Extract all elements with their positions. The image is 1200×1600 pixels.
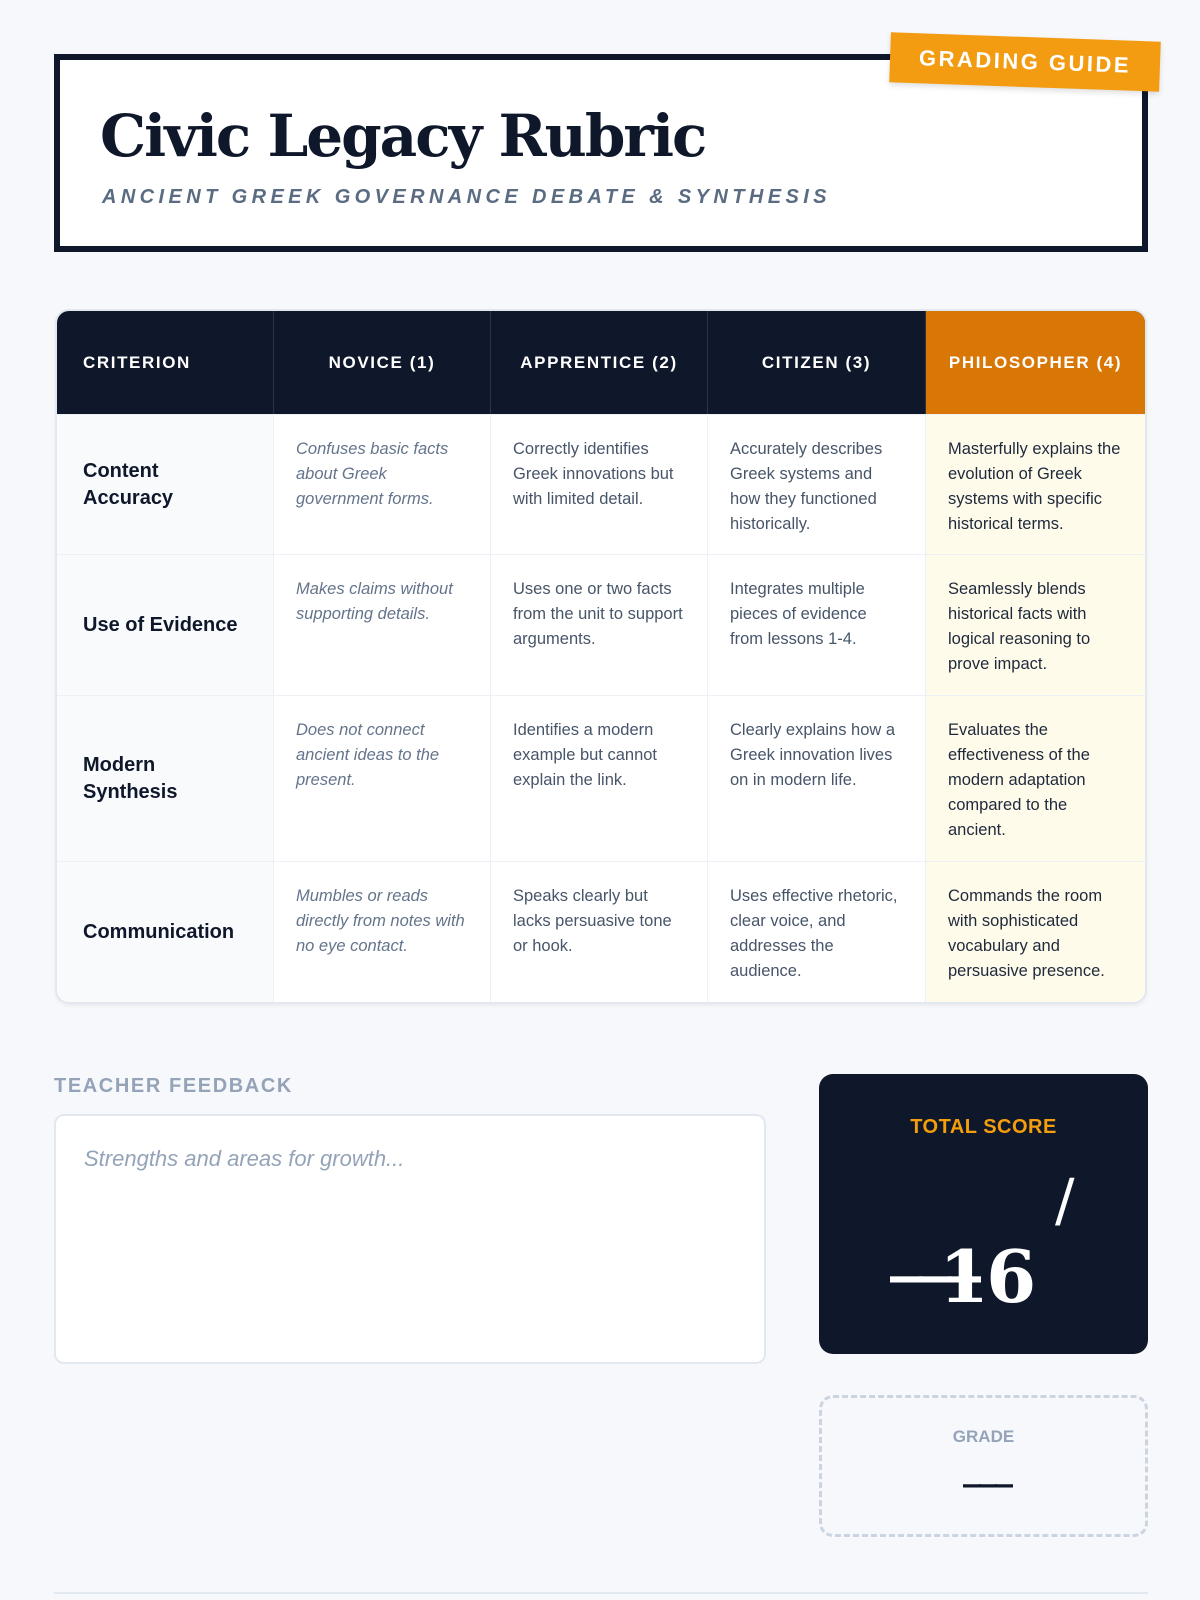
total-score-card — [819, 1074, 1148, 1354]
table-header-row — [57, 311, 1145, 414]
page-title: Civic Legacy Rubric — [100, 102, 706, 170]
philosopher-descriptor: Masterfully explains the evolution of Greek systems with specific historical terms. — [925, 415, 1145, 554]
citizen-descriptor: Uses effective rhetoric, clear voice, and addresses the audience. — [707, 862, 925, 1002]
novice-descriptor: Confuses basic facts about Greek government forms. — [273, 415, 490, 554]
rubric-table — [55, 309, 1147, 1004]
column-header-philosopher: PHILOSOPHER (4) — [925, 311, 1145, 414]
apprentice-descriptor: Correctly identifies Greek innovations but with limited detail. — [490, 415, 707, 554]
novice-descriptor: Does not connect ancient ideas to the present. — [273, 696, 490, 861]
table-row — [57, 414, 1145, 554]
total-score-label: TOTAL SCORE — [910, 1116, 1057, 1138]
criterion-label: Use of Evidence — [57, 555, 273, 695]
table-row — [57, 695, 1145, 861]
novice-descriptor: Makes claims without supporting details. — [273, 555, 490, 695]
score-blank[interactable]: ___ — [890, 1205, 977, 1283]
apprentice-descriptor: Identifies a modern example but cannot explain the link. — [490, 696, 707, 861]
grade-box — [819, 1395, 1148, 1537]
criterion-label: Content Accuracy — [57, 415, 273, 554]
citizen-descriptor: Clearly explains how a Greek innovation lives on in modern life. — [707, 696, 925, 861]
philosopher-descriptor: Commands the room with sophisticated vocabulary and persuasive presence. — [925, 862, 1145, 1002]
column-header-citizen: CITIZEN (3) — [707, 311, 925, 414]
criterion-label: Modern Synthesis — [57, 696, 273, 861]
citizen-descriptor: Integrates multiple pieces of evidence from lessons 1-4. — [707, 555, 925, 695]
table-row — [57, 554, 1145, 695]
grade-label: GRADE — [952, 1427, 1015, 1446]
grading-guide-tag: GRADING GUIDE — [889, 32, 1161, 91]
score-max: 16 — [939, 1234, 1034, 1319]
column-header-apprentice: APPRENTICE (2) — [490, 311, 707, 414]
column-header-novice: NOVICE (1) — [273, 311, 490, 414]
column-header-criterion: CRITERION — [83, 352, 191, 372]
table-row — [57, 861, 1145, 1002]
grade-blank[interactable]: ___ — [963, 1447, 1011, 1488]
score-separator: / — [1055, 1166, 1075, 1234]
footer-divider — [54, 1592, 1148, 1594]
apprentice-descriptor: Uses one or two facts from the unit to support arguments. — [490, 555, 707, 695]
criterion-label: Communication — [57, 862, 273, 1002]
novice-descriptor: Mumbles or reads directly from notes with no eye contact. — [273, 862, 490, 1002]
feedback-label: TEACHER FEEDBACK — [54, 1075, 293, 1097]
feedback-textarea[interactable] — [54, 1114, 766, 1364]
page-subtitle: ANCIENT GREEK GOVERNANCE DEBATE & SYNTHESIS — [102, 186, 831, 208]
apprentice-descriptor: Speaks clearly but lacks persuasive tone or hook. — [490, 862, 707, 1002]
philosopher-descriptor: Evaluates the effectiveness of the modern adaptation compared to the ancient. — [925, 696, 1145, 861]
philosopher-descriptor: Seamlessly blends historical facts with logical reasoning to prove impact. — [925, 555, 1145, 695]
citizen-descriptor: Accurately describes Greek systems and how they functioned historically. — [707, 415, 925, 554]
